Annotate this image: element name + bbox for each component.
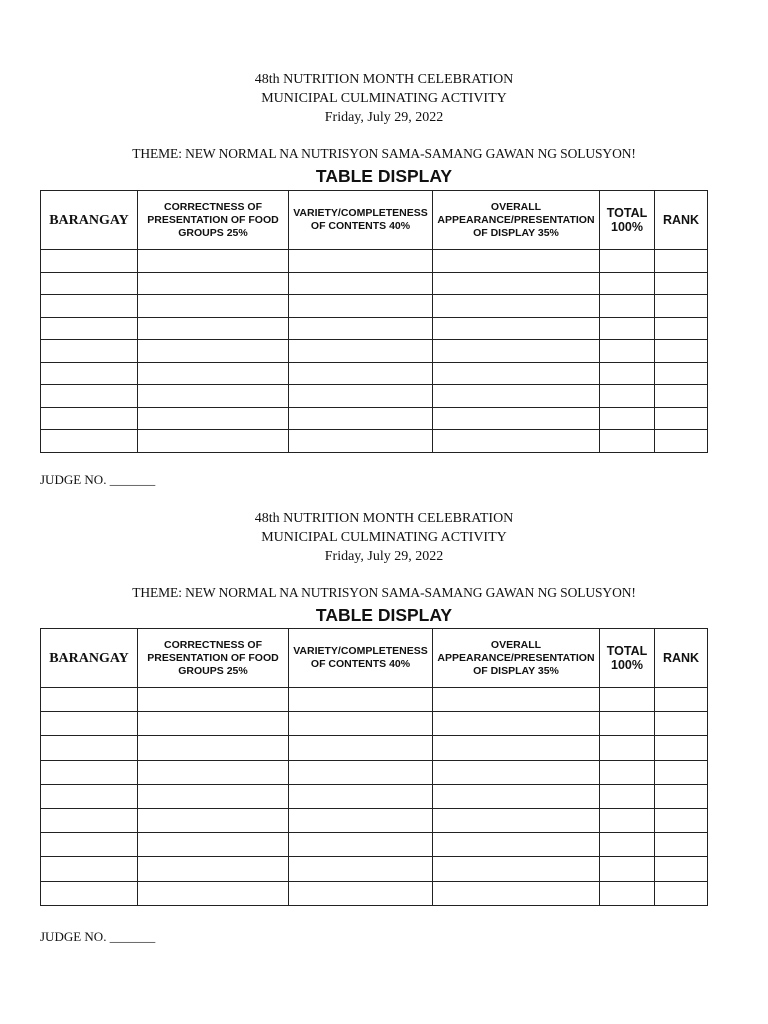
table-title: TABLE DISPLAY (315, 605, 453, 625)
correctness-score-cell[interactable] (138, 857, 289, 881)
variety-score-cell[interactable] (289, 430, 433, 453)
correctness-score-cell[interactable] (138, 385, 289, 408)
correctness-score-cell[interactable] (138, 833, 289, 857)
variety-score-cell[interactable] (289, 688, 433, 712)
scoring-table (40, 190, 708, 453)
total-score-cell[interactable] (600, 833, 655, 857)
table-row (41, 760, 708, 784)
variety-score-cell[interactable] (289, 833, 433, 857)
variety-score-cell[interactable] (289, 712, 433, 736)
variety-score-cell[interactable] (289, 272, 433, 295)
table-row (41, 317, 708, 340)
correctness-score-cell[interactable] (138, 407, 289, 430)
variety-score-cell[interactable] (289, 760, 433, 784)
column-header-barangay: BARANGAY (41, 629, 138, 688)
rank-cell[interactable] (655, 736, 708, 760)
column-header-correctness: CORRECTNESS OF PRESENTATION OF FOOD GROUPS 25% (138, 191, 289, 250)
variety-score-cell[interactable] (289, 362, 433, 385)
variety-score-cell[interactable] (289, 808, 433, 832)
event-date: Friday, July 29, 2022 (324, 549, 444, 564)
table-row (41, 250, 708, 273)
barangay-cell[interactable] (41, 362, 138, 385)
judge-number-field[interactable]: JUDGE NO. _______ (40, 929, 156, 944)
appearance-score-cell[interactable] (433, 340, 600, 363)
rank-cell[interactable] (655, 295, 708, 318)
correctness-score-cell[interactable] (138, 808, 289, 832)
column-header-rank: RANK (655, 191, 708, 250)
appearance-score-cell[interactable] (433, 857, 600, 881)
event-subtitle: MUNICIPAL CULMINATING ACTIVITY (261, 91, 507, 106)
rank-cell[interactable] (655, 250, 708, 273)
table-row (41, 430, 708, 453)
total-score-cell[interactable] (600, 362, 655, 385)
barangay-cell[interactable] (41, 808, 138, 832)
table-row (41, 808, 708, 832)
event-theme: THEME: NEW NORMAL NA NUTRISYON SAMA-SAMANG GAWAN NG SOLUSYON! (132, 585, 636, 600)
appearance-score-cell[interactable] (433, 712, 600, 736)
total-score-cell[interactable] (600, 784, 655, 808)
appearance-score-cell[interactable] (433, 385, 600, 408)
barangay-cell[interactable] (41, 784, 138, 808)
rank-cell[interactable] (655, 317, 708, 340)
barangay-cell[interactable] (41, 881, 138, 905)
appearance-score-cell[interactable] (433, 881, 600, 905)
rank-cell[interactable] (655, 712, 708, 736)
barangay-cell[interactable] (41, 340, 138, 363)
total-score-cell[interactable] (600, 340, 655, 363)
correctness-score-cell[interactable] (138, 688, 289, 712)
total-score-cell[interactable] (600, 808, 655, 832)
correctness-score-cell[interactable] (138, 362, 289, 385)
rank-cell[interactable] (655, 808, 708, 832)
rank-cell[interactable] (655, 833, 708, 857)
column-header-variety: VARIETY/COMPLETENESS OF CONTENTS 40% (289, 191, 433, 250)
table-row (41, 407, 708, 430)
table-row (41, 362, 708, 385)
correctness-score-cell[interactable] (138, 250, 289, 273)
correctness-score-cell[interactable] (138, 712, 289, 736)
total-score-cell[interactable] (600, 250, 655, 273)
score-sheet-2 (0, 509, 768, 944)
rank-cell[interactable] (655, 430, 708, 453)
barangay-cell[interactable] (41, 385, 138, 408)
table-row (41, 881, 708, 905)
appearance-score-cell[interactable] (433, 295, 600, 318)
rank-cell[interactable] (655, 407, 708, 430)
table-row (41, 857, 708, 881)
appearance-score-cell[interactable] (433, 430, 600, 453)
column-header-total: TOTAL 100% (600, 191, 655, 250)
table-row (41, 736, 708, 760)
judge-number-field[interactable]: JUDGE NO. _______ (40, 472, 156, 487)
total-score-cell[interactable] (600, 881, 655, 905)
event-title: 48th NUTRITION MONTH CELEBRATION (254, 72, 514, 87)
barangay-cell[interactable] (41, 250, 138, 273)
table-row (41, 688, 708, 712)
appearance-score-cell[interactable] (433, 362, 600, 385)
event-theme: THEME: NEW NORMAL NA NUTRISYON SAMA-SAMANG GAWAN NG SOLUSYON! (132, 146, 636, 161)
event-subtitle: MUNICIPAL CULMINATING ACTIVITY (261, 530, 507, 545)
barangay-cell[interactable] (41, 295, 138, 318)
variety-score-cell[interactable] (289, 340, 433, 363)
total-score-cell[interactable] (600, 688, 655, 712)
total-score-cell[interactable] (600, 407, 655, 430)
scoring-table (40, 628, 708, 906)
rank-cell[interactable] (655, 760, 708, 784)
rank-cell[interactable] (655, 272, 708, 295)
correctness-score-cell[interactable] (138, 272, 289, 295)
variety-score-cell[interactable] (289, 317, 433, 340)
barangay-cell[interactable] (41, 833, 138, 857)
correctness-score-cell[interactable] (138, 881, 289, 905)
total-score-cell[interactable] (600, 385, 655, 408)
correctness-score-cell[interactable] (138, 295, 289, 318)
barangay-cell[interactable] (41, 712, 138, 736)
total-score-cell[interactable] (600, 736, 655, 760)
barangay-cell[interactable] (41, 736, 138, 760)
rank-cell[interactable] (655, 881, 708, 905)
correctness-score-cell[interactable] (138, 340, 289, 363)
total-score-cell[interactable] (600, 857, 655, 881)
barangay-cell[interactable] (41, 407, 138, 430)
table-header-row (41, 191, 708, 250)
total-score-cell[interactable] (600, 295, 655, 318)
column-header-appearance: OVERALL APPEARANCE/PRESENTATION OF DISPLAY 35% (433, 191, 600, 250)
table-row (41, 784, 708, 808)
variety-score-cell[interactable] (289, 784, 433, 808)
table-title: TABLE DISPLAY (315, 166, 453, 186)
correctness-score-cell[interactable] (138, 736, 289, 760)
appearance-score-cell[interactable] (433, 250, 600, 273)
variety-score-cell[interactable] (289, 385, 433, 408)
appearance-score-cell[interactable] (433, 407, 600, 430)
barangay-cell[interactable] (41, 760, 138, 784)
table-row (41, 340, 708, 363)
appearance-score-cell[interactable] (433, 784, 600, 808)
appearance-score-cell[interactable] (433, 317, 600, 340)
total-score-cell[interactable] (600, 712, 655, 736)
event-date: Friday, July 29, 2022 (324, 110, 444, 125)
barangay-cell[interactable] (41, 430, 138, 453)
appearance-score-cell[interactable] (433, 688, 600, 712)
barangay-cell[interactable] (41, 857, 138, 881)
table-row (41, 295, 708, 318)
column-header-barangay: BARANGAY (41, 191, 138, 250)
correctness-score-cell[interactable] (138, 317, 289, 340)
table-row (41, 385, 708, 408)
correctness-score-cell[interactable] (138, 430, 289, 453)
rank-cell[interactable] (655, 362, 708, 385)
appearance-score-cell[interactable] (433, 736, 600, 760)
rank-cell[interactable] (655, 340, 708, 363)
event-title: 48th NUTRITION MONTH CELEBRATION (254, 511, 514, 526)
table-header-row (41, 629, 708, 688)
total-score-cell[interactable] (600, 760, 655, 784)
appearance-score-cell[interactable] (433, 760, 600, 784)
variety-score-cell[interactable] (289, 250, 433, 273)
variety-score-cell[interactable] (289, 407, 433, 430)
rank-cell[interactable] (655, 857, 708, 881)
barangay-cell[interactable] (41, 317, 138, 340)
column-header-rank: RANK (655, 629, 708, 688)
barangay-cell[interactable] (41, 688, 138, 712)
column-header-total: TOTAL 100% (600, 629, 655, 688)
score-sheet-1 (0, 70, 768, 487)
rank-cell[interactable] (655, 784, 708, 808)
column-header-appearance: OVERALL APPEARANCE/PRESENTATION OF DISPLAY 35% (433, 629, 600, 688)
table-row (41, 712, 708, 736)
column-header-correctness: CORRECTNESS OF PRESENTATION OF FOOD GROUPS 25% (138, 629, 289, 688)
correctness-score-cell[interactable] (138, 784, 289, 808)
total-score-cell[interactable] (600, 430, 655, 453)
variety-score-cell[interactable] (289, 295, 433, 318)
rank-cell[interactable] (655, 385, 708, 408)
rank-cell[interactable] (655, 688, 708, 712)
appearance-score-cell[interactable] (433, 808, 600, 832)
total-score-cell[interactable] (600, 272, 655, 295)
correctness-score-cell[interactable] (138, 760, 289, 784)
total-score-cell[interactable] (600, 317, 655, 340)
variety-score-cell[interactable] (289, 881, 433, 905)
appearance-score-cell[interactable] (433, 272, 600, 295)
variety-score-cell[interactable] (289, 736, 433, 760)
table-row (41, 272, 708, 295)
table-row (41, 833, 708, 857)
barangay-cell[interactable] (41, 272, 138, 295)
appearance-score-cell[interactable] (433, 833, 600, 857)
column-header-variety: VARIETY/COMPLETENESS OF CONTENTS 40% (289, 629, 433, 688)
variety-score-cell[interactable] (289, 857, 433, 881)
